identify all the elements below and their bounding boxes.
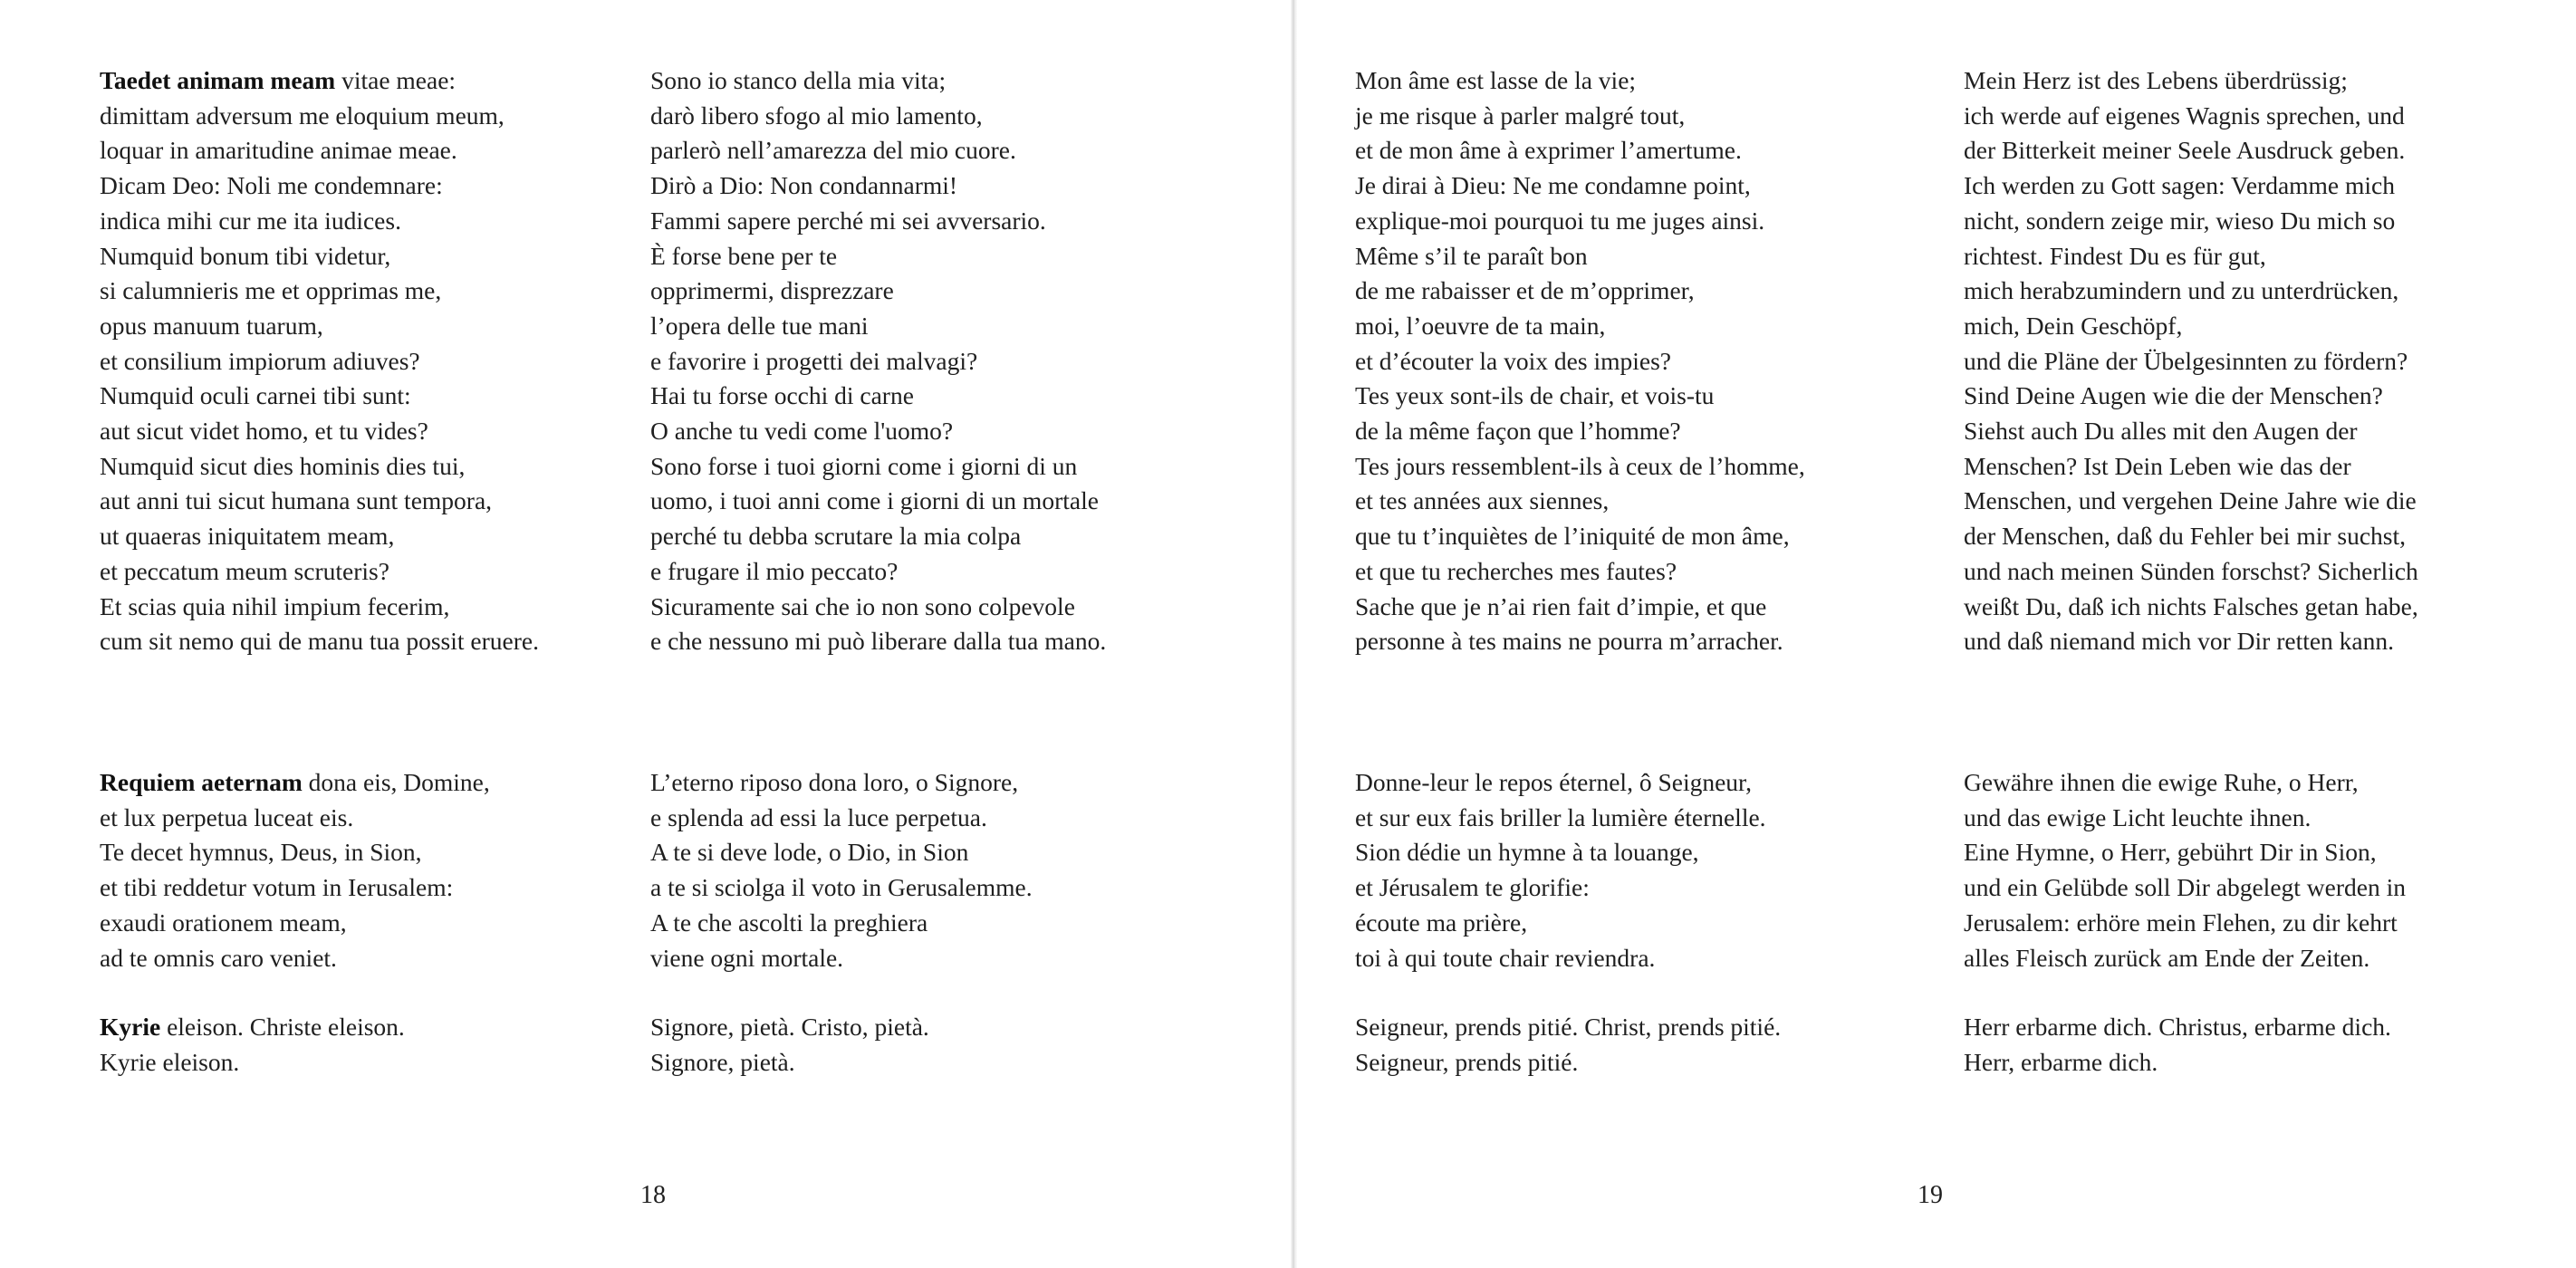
verse-line: Numquid bonum tibi videtur, — [100, 241, 391, 270]
verse-line: mich herabzumindern und zu unterdrücken, — [1964, 276, 2399, 305]
verse-line: Dirò a Dio: Non condannarmi! — [650, 171, 958, 200]
verse-line: e splenda ad essi la luce perpetua. — [650, 802, 987, 831]
incipit-taedet: Taedet animam meam — [100, 66, 336, 94]
latin-first-line-rest: vitae meae: — [335, 66, 457, 94]
italian-requiem-kyrie — [650, 765, 1033, 1149]
french-kyrie-stanza — [1355, 1010, 1781, 1080]
french-requiem-stanza — [1355, 765, 1781, 975]
latin-first-line — [100, 63, 539, 99]
verse-line: nicht, sondern zeige mir, wieso Du mich so — [1964, 206, 2396, 235]
verse-line: Numquid oculi carnei tibi sunt: — [100, 381, 411, 410]
verse-line: A te che ascolti la preghiera — [650, 908, 928, 937]
verse-line: Fammi sapere perché mi sei avversario. — [650, 206, 1046, 235]
latin-kyrie-stanza — [100, 1010, 490, 1080]
verse-line: Te decet hymnus, Deus, in Sion, — [100, 838, 422, 867]
verse-line: de la même façon que l’homme? — [1355, 417, 1681, 446]
italian-job-text — [650, 63, 1106, 659]
italian-requiem-stanza — [650, 765, 1033, 975]
verse-line: alles Fleisch zurück am Ende der Zeiten. — [1964, 943, 2370, 972]
page-number-left: 18 — [640, 1181, 666, 1209]
verse-line: Hai tu forse occhi di carne — [650, 381, 914, 410]
verse-line: cum sit nemo qui de manu tua possit eruere. — [100, 627, 539, 656]
verse-line: Sono forse i tuoi giorni come i giorni di un — [650, 451, 1078, 480]
verse-line: ich werde auf eigenes Wagnis sprechen, und — [1964, 101, 2405, 130]
italian-kyrie-stanza — [650, 1010, 1033, 1080]
verse-line: opprimermi, disprezzare — [650, 276, 894, 305]
verse-line: Jerusalem: erhöre mein Flehen, zu dir kehrt — [1964, 908, 2398, 937]
verse-line: Menschen, und vergehen Deine Jahre wie die — [1964, 486, 2417, 515]
incipit-requiem: Requiem aeternam — [100, 768, 303, 796]
verse-line: Dicam Deo: Noli me condemnare: — [100, 171, 443, 200]
french-job-text — [1355, 63, 1805, 659]
verse-line: Herr, erbarme dich. — [1964, 1047, 2158, 1076]
verse-line: Mein Herz ist des Lebens überdrüssig; — [1964, 66, 2348, 94]
latin-requiem-first-line — [100, 765, 490, 801]
latin-requiem-stanza — [100, 765, 490, 975]
verse-line: Siehst auch Du alles mit den Augen der — [1964, 417, 2358, 446]
verse-line: de me rabaisser et de m’opprimer, — [1355, 276, 1695, 305]
verse-line: Et scias quia nihil impium fecerim, — [100, 591, 450, 620]
verse-line: der Menschen, daß du Fehler bei mir suchst, — [1964, 522, 2407, 551]
verse-line: weißt Du, daß ich nichts Falsches getan habe, — [1964, 591, 2418, 620]
verse-line: parlerò nell’amarezza del mio cuore. — [650, 136, 1016, 165]
verse-line: viene ogni mortale. — [650, 943, 844, 972]
verse-line: opus manuum tuarum, — [100, 311, 323, 340]
verse-line: aut sicut videt homo, et tu vides? — [100, 417, 428, 446]
verse-line: Seigneur, prends pitié. — [1355, 1047, 1579, 1076]
verse-line: L’eterno riposo dona loro, o Signore, — [650, 768, 1019, 796]
german-requiem-kyrie — [1964, 765, 2406, 1149]
verse-line: Kyrie eleison. — [100, 1047, 240, 1076]
verse-line: und daß niemand mich vor Dir retten kann. — [1964, 627, 2395, 656]
verse-line: und das ewige Licht leuchte ihnen. — [1964, 802, 2312, 831]
verse-line: der Bitterkeit meiner Seele Ausdruck geben. — [1964, 136, 2406, 165]
verse-line: O anche tu vedi come l'uomo? — [650, 417, 954, 446]
latin-job-text — [100, 63, 539, 659]
verse-line: perché tu debba scrutare la mia colpa — [650, 522, 1022, 551]
verse-line: Menschen? Ist Dein Leben wie das der — [1964, 451, 2351, 480]
verse-line: Sion dédie un hymne à ta louange, — [1355, 838, 1699, 867]
verse-line: a te si sciolga il voto in Gerusalemme. — [650, 873, 1033, 902]
latin-kyrie-first-line — [100, 1010, 490, 1045]
french-requiem-kyrie — [1355, 765, 1781, 1149]
verse-line: Sache que je n’ai rien fait d’impie, et que — [1355, 591, 1767, 620]
latin-requiem-lines — [100, 801, 490, 976]
verse-line: Eine Hymne, o Herr, gebührt Dir in Sion, — [1964, 838, 2377, 867]
verse-line: Mon âme est lasse de la vie; — [1355, 66, 1637, 94]
verse-line: aut anni tui sicut humana sunt tempora, — [100, 486, 493, 515]
page-number-right: 19 — [1918, 1181, 1943, 1209]
verse-line: Je dirai à Dieu: Ne me condamne point, — [1355, 171, 1751, 200]
verse-line: e frugare il mio peccato? — [650, 556, 899, 585]
verse-line: und nach meinen Sünden forschst? Sicherlich — [1964, 556, 2418, 585]
verse-line: et d’écouter la voix des impies? — [1355, 346, 1671, 375]
latin-requiem-first-line-rest: dona eis, Domine, — [302, 768, 490, 796]
verse-line: Tes jours ressemblent-ils à ceux de l’homme, — [1355, 451, 1805, 480]
verse-line: Seigneur, prends pitié. Christ, prends pitié. — [1355, 1013, 1782, 1042]
verse-line: je me risque à parler malgré tout, — [1355, 101, 1686, 130]
verse-line: et sur eux fais briller la lumière éternelle. — [1355, 802, 1766, 831]
verse-line: Sono io stanco della mia vita; — [650, 66, 947, 94]
verse-line: Herr erbarme dich. Christus, erbarme dich. — [1964, 1013, 2391, 1042]
verse-line: Même s’il te paraît bon — [1355, 241, 1588, 270]
german-job-text — [1964, 63, 2418, 659]
verse-line: ad te omnis caro veniet. — [100, 943, 337, 972]
latin-requiem-kyrie — [100, 765, 490, 1149]
verse-line: et Jérusalem te glorifie: — [1355, 873, 1590, 902]
verse-line: que tu t’inquiètes de l’iniquité de mon âme, — [1355, 522, 1790, 551]
verse-line: und die Pläne der Übelgesinnten zu fördern? — [1964, 346, 2408, 375]
verse-line: e favorire i progetti dei malvagi? — [650, 346, 978, 375]
verse-line: Donne-leur le repos éternel, ô Seigneur, — [1355, 768, 1752, 796]
verse-line: et lux perpetua luceat eis. — [100, 802, 354, 831]
verse-line: l’opera delle tue mani — [650, 311, 869, 340]
verse-line: ut quaeras iniquitatem meam, — [100, 522, 395, 551]
verse-line: personne à tes mains ne pourra m’arracher. — [1355, 627, 1783, 656]
verse-line: écoute ma prière, — [1355, 908, 1528, 937]
german-requiem-stanza — [1964, 765, 2406, 975]
verse-line: Signore, pietà. Cristo, pietà. — [650, 1013, 929, 1042]
latin-kyrie-first-line-rest: eleison. Christe eleison. — [160, 1013, 405, 1042]
verse-line: dimittam adversum me eloquium meum, — [100, 101, 505, 130]
verse-line: richtest. Findest Du es für gut, — [1964, 241, 2266, 270]
verse-line: uomo, i tuoi anni come i giorni di un mortale — [650, 486, 1099, 515]
verse-line: mich, Dein Geschöpf, — [1964, 311, 2183, 340]
verse-line: Tes yeux sont-ils de chair, et vois-tu — [1355, 381, 1715, 410]
verse-line: et de mon âme à exprimer l’amertume. — [1355, 136, 1742, 165]
verse-line: explique-moi pourquoi tu me juges ainsi. — [1355, 206, 1765, 235]
verse-line: Signore, pietà. — [650, 1047, 795, 1076]
verse-line: si calumnieris me et opprimas me, — [100, 276, 442, 305]
verse-line: toi à qui toute chair reviendra. — [1355, 943, 1656, 972]
verse-line: indica mihi cur me ita iudices. — [100, 206, 401, 235]
verse-line: Numquid sicut dies hominis dies tui, — [100, 451, 466, 480]
verse-line: und ein Gelübde soll Dir abgelegt werden in — [1964, 873, 2406, 902]
verse-line: darò libero sfogo al mio lamento, — [650, 101, 983, 130]
incipit-kyrie: Kyrie — [100, 1013, 161, 1042]
verse-line: loquar in amaritudine animae meae. — [100, 136, 457, 165]
latin-job-lines — [100, 99, 539, 659]
latin-kyrie-lines — [100, 1045, 490, 1081]
verse-line: exaudi orationem meam, — [100, 908, 347, 937]
verse-line: Ich werden zu Gott sagen: Verdamme mich — [1964, 171, 2395, 200]
verse-line: Sind Deine Augen wie die der Menschen? — [1964, 381, 2383, 410]
verse-line: et tibi reddetur votum in Ierusalem: — [100, 873, 454, 902]
verse-line: A te si deve lode, o Dio, in Sion — [650, 838, 969, 867]
verse-line: et que tu recherches mes fautes? — [1355, 556, 1677, 585]
verse-line: et consilium impiorum adiuves? — [100, 346, 420, 375]
verse-line: È forse bene per te — [650, 241, 838, 270]
book-gutter — [1291, 0, 1297, 1268]
german-kyrie-stanza — [1964, 1010, 2406, 1080]
verse-line: et tes années aux siennes, — [1355, 486, 1610, 515]
verse-line: Gewähre ihnen die ewige Ruhe, o Herr, — [1964, 768, 2359, 796]
verse-line: Sicuramente sai che io non sono colpevole — [650, 591, 1075, 620]
verse-line: moi, l’oeuvre de ta main, — [1355, 311, 1606, 340]
verse-line: e che nessuno mi può liberare dalla tua mano. — [650, 627, 1107, 656]
verse-line: et peccatum meum scruteris? — [100, 556, 389, 585]
